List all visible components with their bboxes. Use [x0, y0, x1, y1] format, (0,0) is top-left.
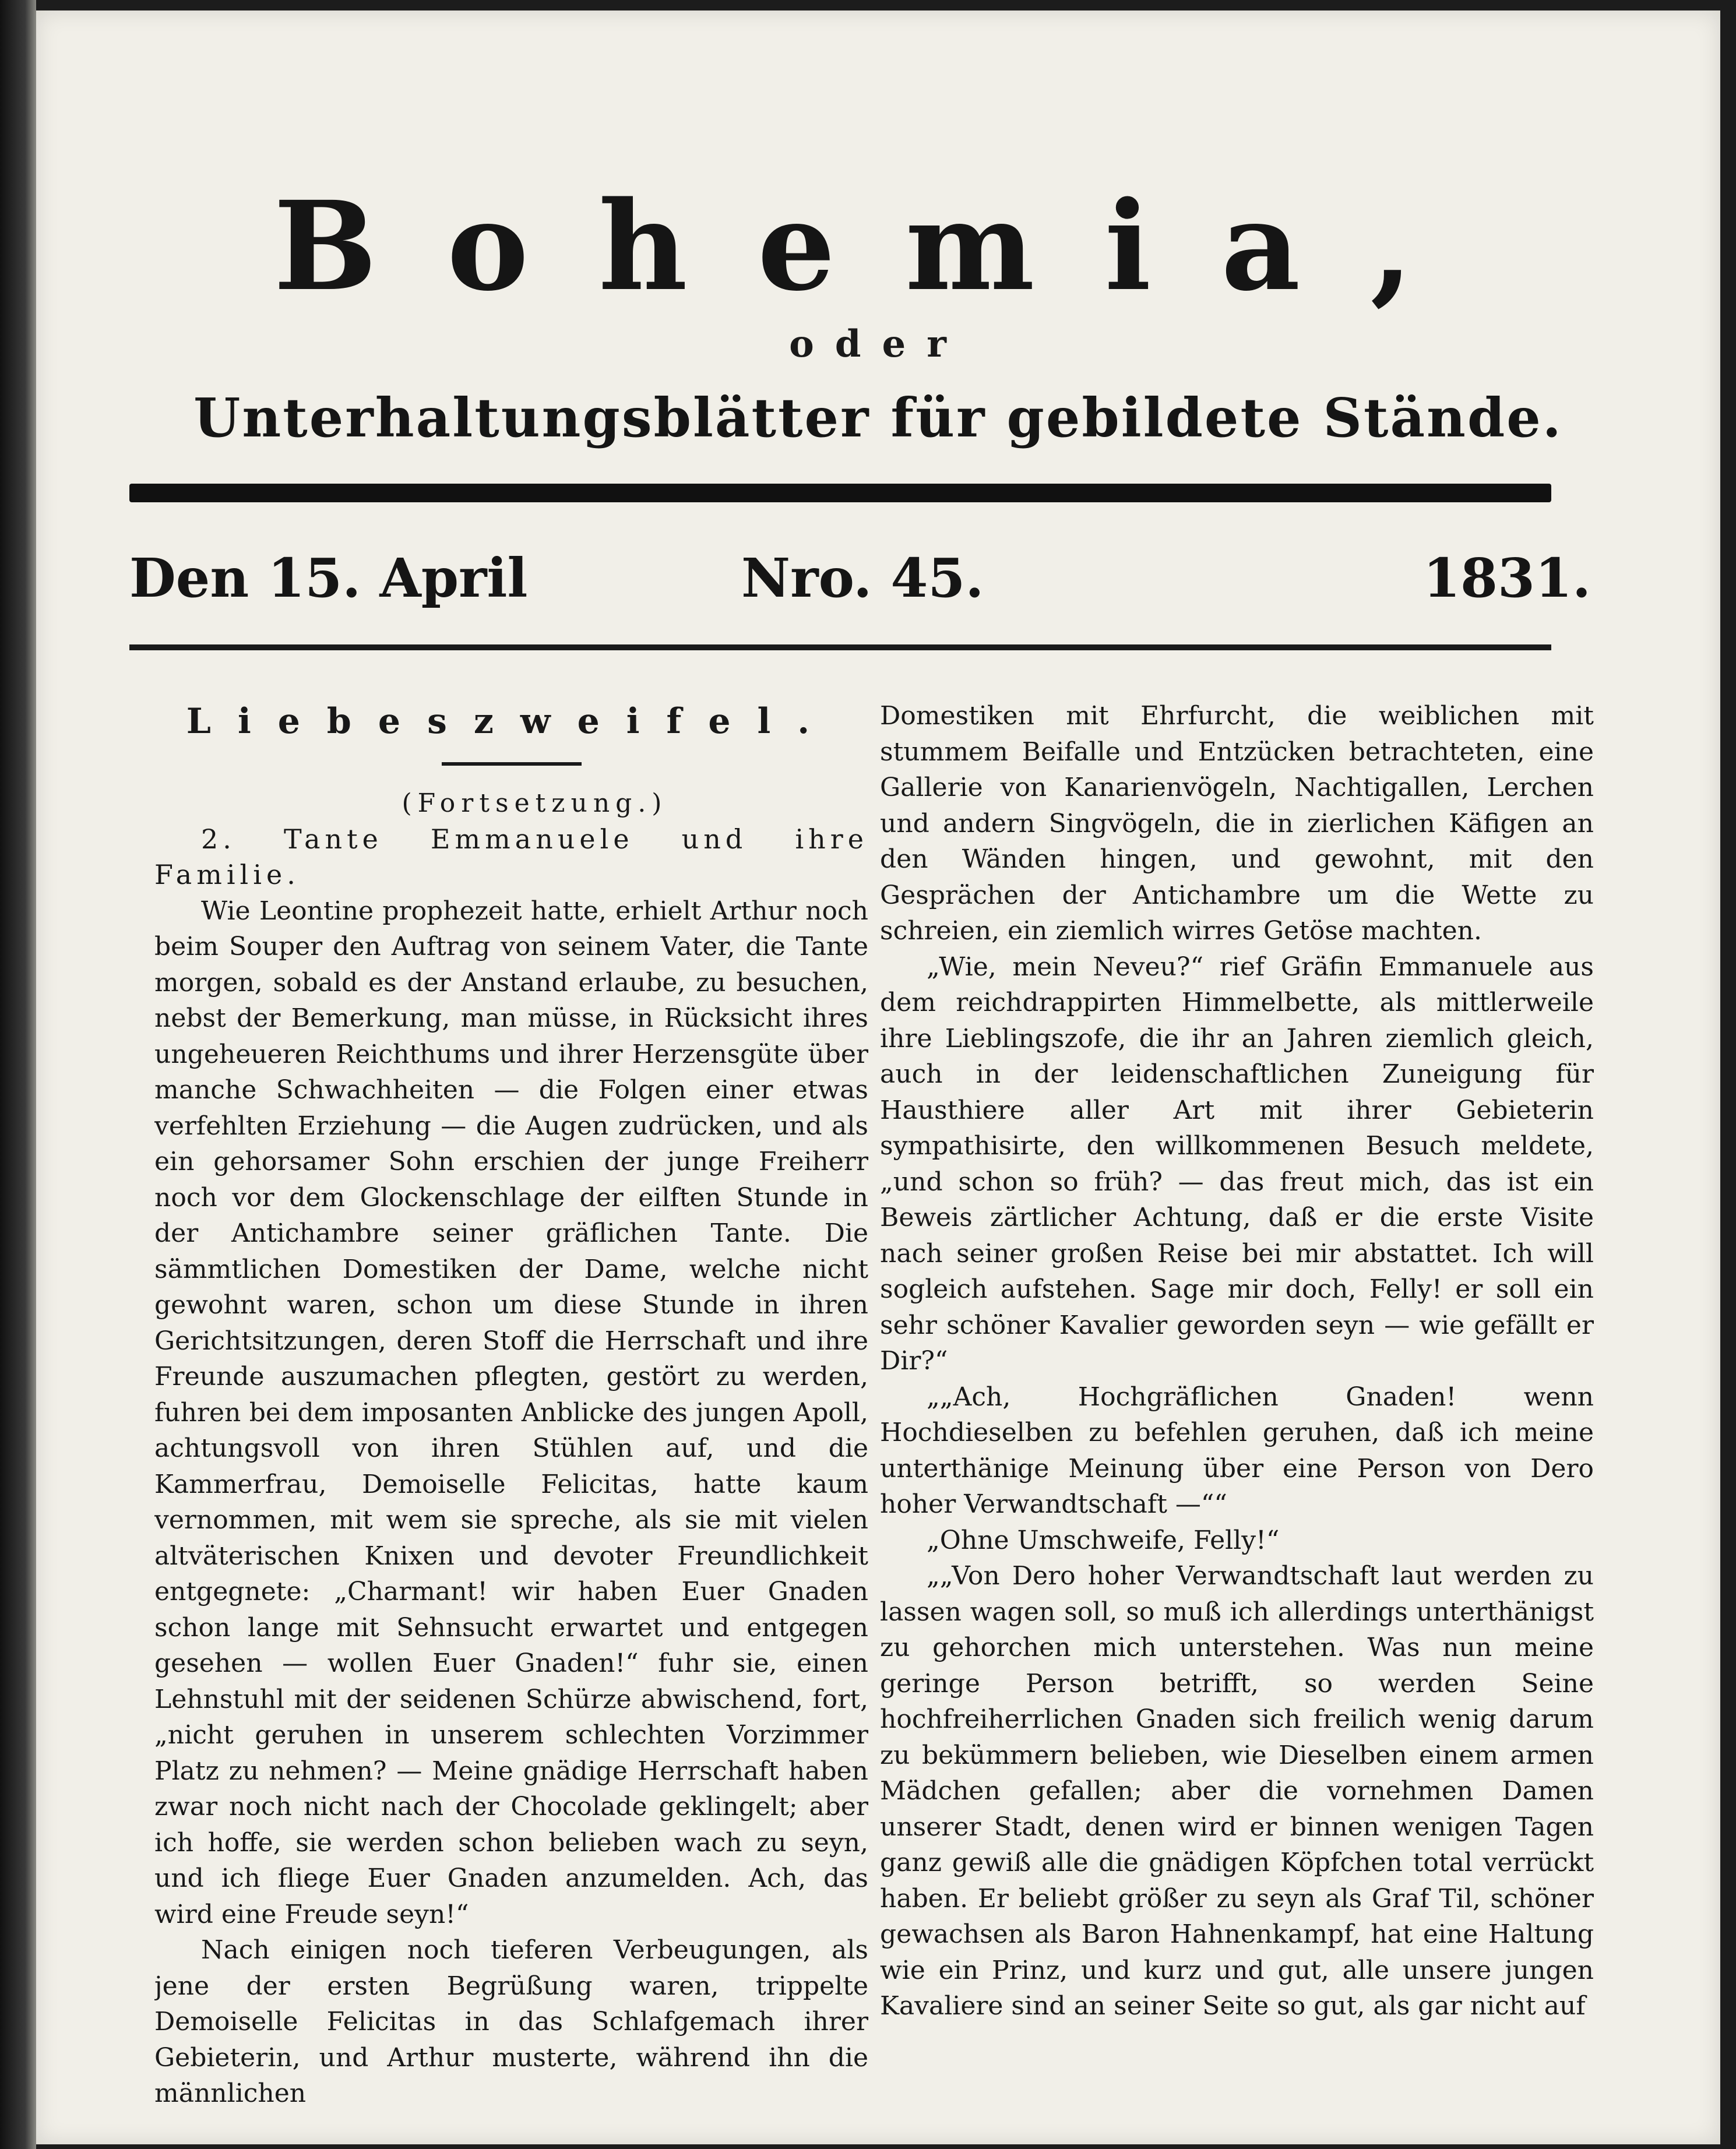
continuation-note: (Fortsetzung.): [402, 788, 668, 818]
book-spine: [0, 0, 36, 2149]
paragraph: „Wie, mein Neveu?“ rief Gräfin Emmanuele aus dem reichdrappirten Himmelbette, als mittlerweile ihre Lieblingszofe, die ihr an Jahren ziemlich gleich, auch in der leidenschaftlichen Zuneigung für Hausthiere aller Art mit ihrer Gebieterin sympathisirte, den willkommenen Besuch meldete, „und schon so früh? — das freut mich, das ist ein Beweis zärtlicher Achtung, daß er die erste Visite nach seiner großen Reise bei mir abstattet. Ich will sogleich aufstehen. Sage mir doch, Felly! er soll ein sehr schöner Kavalier geworden seyn — wie gefällt er Dir?“: [880, 952, 1594, 1376]
newspaper-page: [36, 10, 1720, 2144]
section-heading: 2. Tante Emmanuele und ihre Familie.: [154, 823, 868, 890]
masthead-rule: [129, 484, 1551, 502]
paragraph: Wie Leontine prophezeit hatte, erhielt Arthur noch beim Souper den Auftrag von seinem Vater, die Tante morgen, sobald es der Anstand erlaube, zu besuchen, nebst der Bemerkung, man müsse, in Rücksicht ihres ungeheueren Reichthums und ihrer Herzensgüte über manche Schwachheiten — die Folgen einer etwas verfehlten Erziehung — die Augen zudrücken, und als ein gehorsamer Sohn erschien der junge Freiherr noch vor dem Glockenschlage der eilften Stunde in der Antichambre seiner gräflichen Tante. Die sämmtlichen Domestiken der Dame, welche nicht gewohnt waren, schon um diese Stunde in ihren Gerichtsitzungen, deren Stoff die Herrschaft und ihre Freunde auszumachen pflegten, gestört zu werden, fuhren bei dem imposanten Anblicke des jungen Apoll, achtungsvoll von ihren Stühlen auf, und die Kammerfrau, Demoiselle Felicitas, hatte kaum vernommen, mit wem sie spreche, als sie mit vielen altväterischen Knixen und devoter Freundlichkeit entgegnete: „Charmant! wir haben Euer Gnaden schon lange mit Sehnsucht erwartet und entgegen gesehen — wollen Euer Gnaden!“ fuhr sie, einen Lehnstuhl mit der seidenen Schürze abwischend, fort, „nicht geruhen in unserem schlechten Vorzimmer Platz zu nehmen? — Meine gnädige Herrschaft haben zwar noch nicht nach der Chocolade geklingelt; aber ich hoffe, sie werden schon belieben wach zu seyn, und ich fliege Euer Gnaden anzumelden. Ach, das wird eine Freude seyn!“: [154, 896, 868, 1929]
paragraph: Domestiken mit Ehrfurcht, die weiblichen mit stummem Beifalle und Entzücken betrachteten, eine Gallerie von Kanarienvögeln, Nachtigallen, Lerchen und andern Singvögeln, die in zierlichen Käfigen an den Wänden hingen, und gewohnt, mit den Gesprächen der Antichambre um die Wette zu schreien, ein ziemlich wirres Getöse machten.: [880, 701, 1594, 946]
masthead-subtitle: Unterhaltungsblätter für gebildete Stände.: [193, 386, 1563, 449]
issue-date: Den 15. April: [129, 547, 528, 610]
paragraph: „„Ach, Hochgräflichen Gnaden! wenn Hochdieselben zu befehlen geruhen, daß ich meine unterthänige Meinung über eine Person von Dero hoher Verwandtschaft —““: [880, 1382, 1594, 1519]
issue-number: Nro. 45.: [741, 547, 984, 610]
paragraph: „„Von Dero hoher Verwandtschaft laut werden zu lassen wagen soll, so muß ich allerdings unterthänigst zu gehorchen mich unterstehen. Was nun meine geringe Person betrifft, so werden Seine hochfreiherrlichen Gnaden sich freilich wenig darum zu bekümmern belieben, wie Dieselben einem armen Mädchen gefallen; aber die vornehmen Damen unserer Stadt, denen wird er binnen wenigen Tagen ganz gewiß alle die gnädigen Köpfchen total verrückt haben. Er beliebt größer zu seyn als Graf Til, schöner gewachsen als Baron Hahnenkampf, hat eine Haltung wie ein Prinz, und kurz und gut, alle unsere jungen Kavaliere sind an seiner Seite so gut, als gar nicht auf: [880, 1561, 1594, 2021]
right-column: [880, 698, 1594, 2120]
title-rule: [442, 762, 582, 766]
masthead-oder: oder: [789, 322, 967, 366]
left-column: [154, 698, 868, 2120]
paragraph: „Ohne Umschweife, Felly!“: [927, 1525, 1280, 1555]
paragraph: Nach einigen noch tieferen Verbeugungen, als jene der ersten Begrüßung waren, trippelte Demoiselle Felicitas in das Schlafgemach ihrer Gebieterin, und Arthur musterte, während ihn die männlichen: [154, 1935, 868, 2108]
article-title: Liebeszweifel.: [186, 701, 837, 742]
masthead-title: Bohemia,: [273, 174, 1483, 318]
issue-year: 1831.: [1423, 547, 1591, 610]
dateline-rule: [129, 644, 1551, 650]
